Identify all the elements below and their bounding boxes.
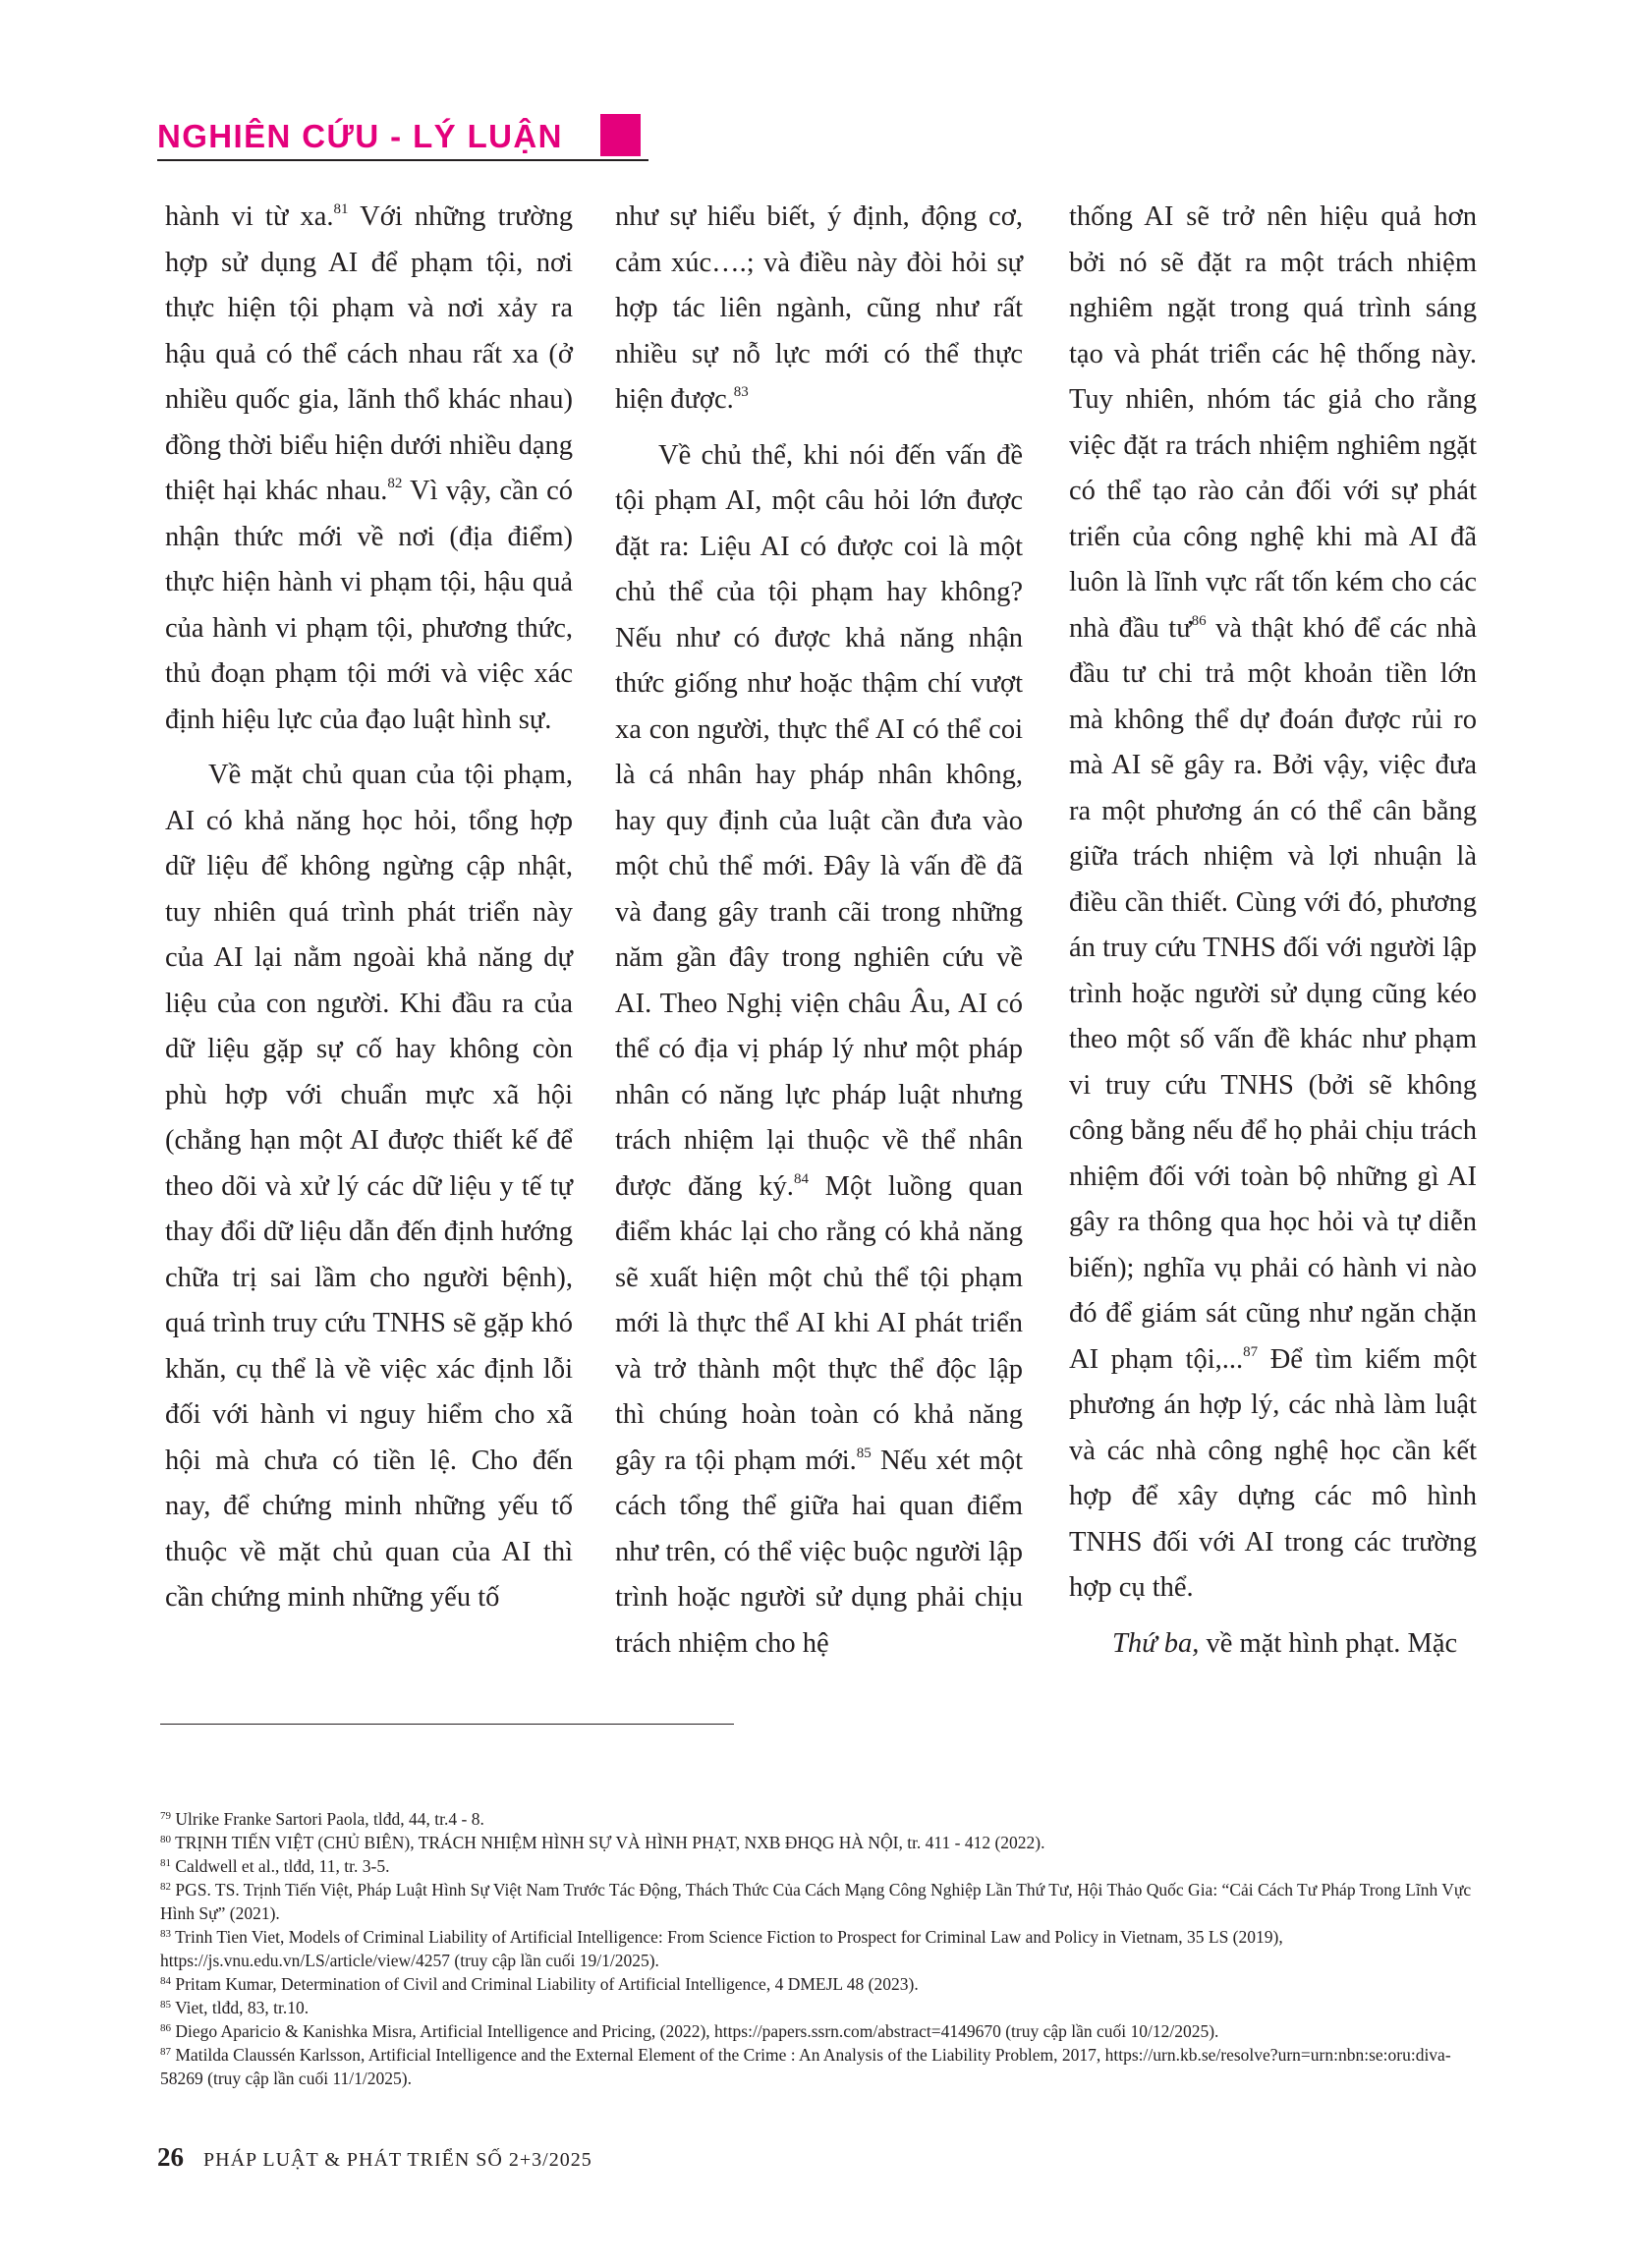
text-run: và thật khó để các nhà đầu tư chi trả một khoản tiền lớn mà không thể dự đoán được rủi ro mà AI sẽ gây ra. Bởi vậy, việc đưa ra một phương án có thể cân bằng giữa trách nhiệm và lợi nhuận là điều cần thiết. Cùng với đó, phương án truy cứu TNHS đối với người lập trình hoặc người sử dụng cũng kéo theo một số vấn đề khác như phạm vi truy cứu TNHS (bởi sẽ không công bằng nếu để họ phải chịu trách nhiệm đối với toàn bộ những gì AI gây ra thông qua học hỏi và tự diễn biến); nghĩa vụ phải có hành vi nào đó để giám sát cũng như ngăn chặn AI phạm tội,... [1069, 612, 1477, 1375]
journal-name: PHÁP LUẬT & PHÁT TRIỂN SỐ 2+3/2025 [203, 2149, 592, 2171]
paragraph [1069, 1621, 1477, 1668]
footnote [160, 1996, 1482, 2019]
footnote [160, 2043, 1482, 2090]
footnote-ref-81[interactable]: 81 [333, 201, 349, 217]
paragraph [165, 195, 573, 743]
footnote [160, 1925, 1482, 1972]
footnote-number: 86 [160, 2022, 171, 2034]
footnote-ref-82[interactable]: 82 [387, 476, 403, 491]
footnote [160, 2019, 1482, 2043]
footnote-number: 80 [160, 1834, 171, 1845]
footnote-ref-85[interactable]: 85 [856, 1445, 872, 1461]
footnote [160, 1854, 1482, 1878]
footnote-text[interactable]: Trinh Tien Viet, Models of Criminal Liability of Artificial Intelligence: From Science Fiction to Prospect for Criminal Law and Policy in Vietnam, 35 LS (2019), https://js.vnu.edu.vn/LS/article/view/4257 (truy cập lần cuối 19/1/2025). [160, 1927, 1283, 1970]
footnote-number: 85 [160, 1999, 171, 2011]
footnote-number: 84 [160, 1975, 171, 1987]
footnote-text[interactable]: Matilda Claussén Karlsson, Artificial Intelligence and the External Element of the Crime : An Analysis of the Liability Problem, 2017, https://urn.kb.se/resolve?urn=urn:nbn:se:oru:diva-58269 (truy cập lần cuối 11/1/2025). [160, 2045, 1451, 2088]
text-run: hành vi từ xa. [165, 201, 334, 232]
section-title: NGHIÊN CỨU - LÝ LUẬN [157, 118, 563, 154]
footnote-number: 81 [160, 1857, 171, 1869]
footnote-ref-83[interactable]: 83 [733, 384, 749, 400]
text-run: Nếu xét một cách tổng thể giữa hai quan điểm như trên, có thể việc buộc người lập trình hoặc người sử dụng phải chịu trách nhiệm cho hệ [615, 1445, 1023, 1659]
footnote [160, 1878, 1482, 1925]
text-run: như sự hiểu biết, ý định, động cơ, cảm xúc….; và điều này đòi hỏi sự hợp tác liên ngành, cũng như rất nhiều sự nỗ lực mới có thể thực hiện được. [615, 201, 1023, 415]
footnote [160, 1831, 1482, 1854]
footnote-number: 82 [160, 1881, 171, 1893]
footnote-ref-86[interactable]: 86 [1191, 612, 1207, 629]
footnote-number: 83 [160, 1928, 171, 1940]
footnote-text[interactable]: Diego Aparicio & Kanishka Misra, Artificial Intelligence and Pricing, (2022), https://papers.ssrn.com/abstract=4149670 (truy cập lần cuối 10/12/2025). [175, 2021, 1219, 2041]
text-run: Về chủ thể, khi nói đến vấn đề tội phạm AI, một câu hỏi lớn được đặt ra: Liệu AI có được coi là một chủ thể của tội phạm hay không? Nếu như có được khả năng nhận thức giống như hoặc thậm chí vượt xa con người, thực thể AI có thể coi là cá nhân hay pháp nhân không, hay quy định của luật cần đưa vào một chủ thể mới. Đây là vấn đề đã và đang gây tranh cãi trong những năm gần đây trong nghiên cứu về AI. Theo Nghị viện châu Âu, AI có thể có địa vị pháp lý như một pháp nhân có năng lực pháp luật nhưng trách nhiệm lại thuộc về thể nhân được đăng ký. [615, 439, 1023, 1202]
footnote [160, 1807, 1482, 1831]
text-run: Để tìm kiếm một phương án hợp lý, các nhà làm luật và các nhà công nghệ học cần kết hợp để xây dựng các mô hình TNHS đối với AI trong các trường hợp cụ thể. [1069, 1343, 1478, 1603]
footnote-text: Pritam Kumar, Determination of Civil and Criminal Liability of Artificial Intelligence, 4 DMEJL 48 (2023). [175, 1974, 919, 1994]
text-run: Vì vậy, cần có nhận thức mới về nơi (địa điểm) thực hiện hành vi phạm tội, hậu quả của hành vi phạm tội, phương thức, thủ đoạn phạm tội mới và việc xác định hiệu lực của đạo luật hình sự. [165, 476, 574, 735]
paragraph [615, 195, 1023, 424]
footnote-text: TRỊNH TIẾN VIỆT (CHỦ BIÊN), TRÁCH NHIỆM HÌNH SỰ VÀ HÌNH PHẠT, NXB ĐHQG HÀ NỘI, tr. 411 - 412 (2022). [175, 1833, 1045, 1852]
text-run: thống AI sẽ trở nên hiệu quả hơn bởi nó sẽ đặt ra một trách nhiệm nghiêm ngặt trong quá trình sáng tạo và phát triển các hệ thống này. Tuy nhiên, nhóm tác giả cho rằng việc đặt ra trách nhiệm nghiêm ngặt có thể tạo rào cản đối với sự phát triển của công nghệ khi mà AI đã luôn là lĩnh vực rất tốn kém cho các nhà đầu tư [1069, 201, 1477, 644]
footnote-text: Viet, tlđd, 83, tr.10. [175, 1998, 310, 2017]
paragraph [1069, 195, 1477, 1612]
text-run: Với những trường hợp sử dụng AI để phạm tội, nơi thực hiện tội phạm và nơi xảy ra hậu quả có thể cách nhau rất xa (ở nhiều quốc gia, lãnh thổ khác nhau) đồng thời biểu hiện dưới nhiều dạng thiệt hại khác nhau. [165, 201, 573, 506]
header-accent-block [600, 114, 641, 156]
footnotes-section [160, 1807, 1482, 2090]
section-header [157, 114, 648, 161]
emphasis-text: Thứ ba, [1112, 1627, 1200, 1659]
paragraph: Về mặt chủ quan của tội phạm, AI có khả năng học hỏi, tổng hợp dữ liệu để không ngừng cập nhật, tuy nhiên quá trình phát triển này của AI lại nằm ngoài khả năng dự liệu của con người. Khi đầu ra của dữ liệu gặp sự cố hay không còn phù hợp với chuẩn mực xã hội (chẳng hạn một AI được thiết kế để theo dõi và xử lý các dữ liệu y tế tự thay đổi dữ liệu dẫn đến định hướng chữa trị sai lầm cho người bệnh), quá trình truy cứu TNHS sẽ gặp khó khăn, cụ thể là về việc xác định lỗi đối với hành vi nguy hiểm cho xã hội mà chưa có tiền lệ. Cho đến nay, để chứng minh những yếu tố thuộc về mặt chủ quan của AI thì cần chứng minh những yếu tố [165, 760, 573, 1613]
footnote-text: Ulrike Franke Sartori Paola, tlđd, 44, tr.4 - 8. [175, 1809, 484, 1829]
text-column-1 [165, 195, 573, 1631]
footnote-ref-87[interactable]: 87 [1243, 1343, 1259, 1360]
text-column-3 [1069, 195, 1477, 1676]
text-run: Một luồng quan điểm khác lại cho rằng có khả năng sẽ xuất hiện một chủ thể tội phạm mới là thực thể AI khi AI phát triển và trở thành một thực thể độc lập thì chúng hoàn toàn có khả năng gây ra tội phạm mới. [615, 1170, 1023, 1476]
text-column-2 [615, 195, 1023, 1676]
footnote-text: PGS. TS. Trịnh Tiến Việt, Pháp Luật Hình Sự Việt Nam Trước Tác Động, Thách Thức Của Cách Mạng Công Nghiệp Lần Thứ Tư, Hội Thảo Quốc Gia: “Cải Cách Tư Pháp Trong Lĩnh Vực Hình Sự” (2021). [160, 1880, 1472, 1923]
footnote-number: 87 [160, 2046, 171, 2058]
footnote-divider [160, 1724, 734, 1725]
footnote [160, 1972, 1482, 1996]
paragraph [615, 433, 1023, 1668]
footnote-ref-84[interactable]: 84 [793, 1170, 809, 1187]
footnote-text: Caldwell et al., tlđd, 11, tr. 3-5. [175, 1856, 390, 1876]
text-run: về mặt hình phạt. Mặc [1199, 1627, 1458, 1659]
page-footer [157, 2142, 592, 2173]
page-number: 26 [157, 2142, 184, 2172]
footnote-number: 79 [160, 1810, 171, 1822]
